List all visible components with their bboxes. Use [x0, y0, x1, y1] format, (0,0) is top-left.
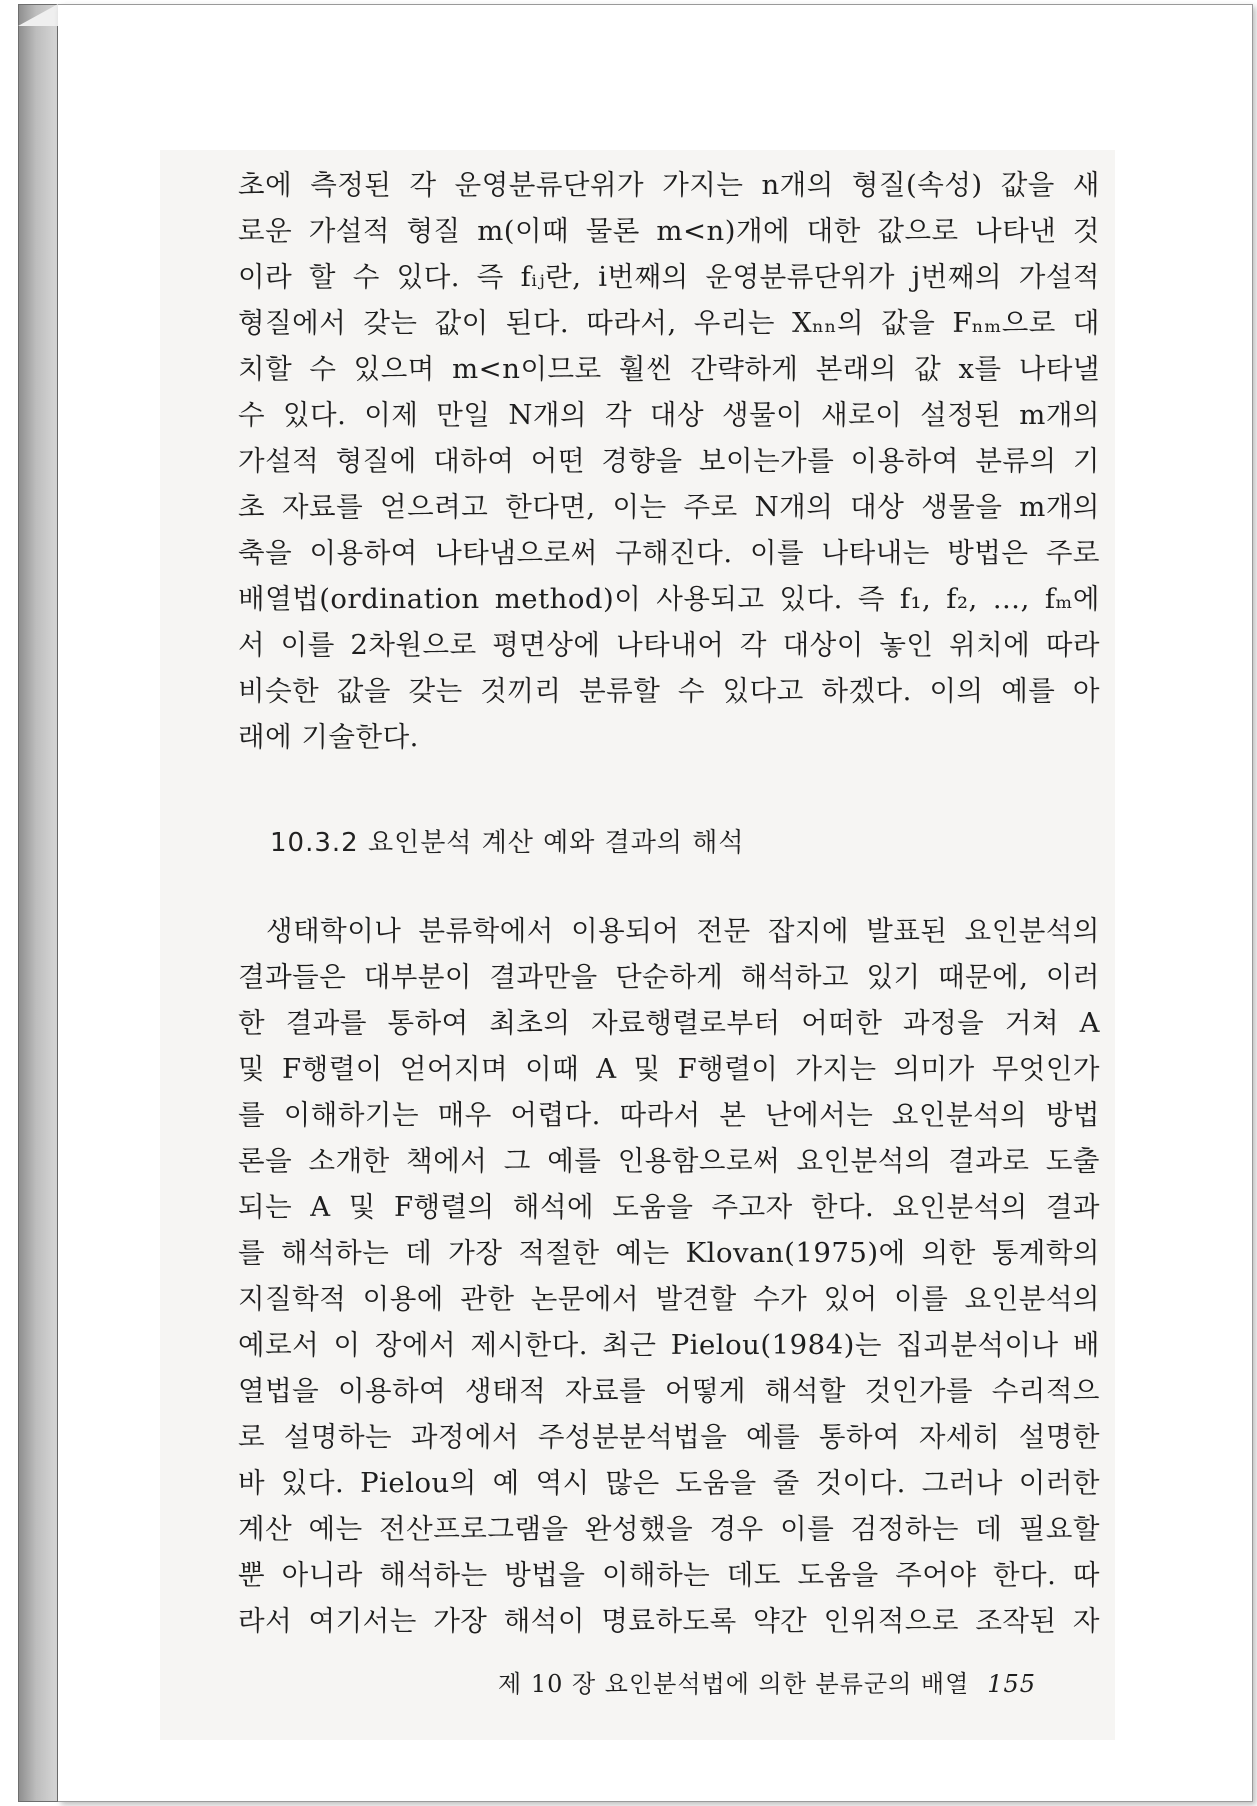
text-line: 라서 여기서는 가장 해석이 명료하도록 약간 인위적으로 조작된 자: [238, 1605, 1100, 1637]
section-heading: 10.3.2 요인분석 계산 예와 결과의 해석: [270, 828, 745, 858]
text-line: 를 해석하는 데 가장 적절한 예는 Klovan(1975)에 의한 통계학의: [238, 1237, 1100, 1269]
paragraph-2: [238, 908, 1100, 1644]
text-line: 되는 A 및 F행렬의 해석에 도움을 주고자 한다. 요인분석의 결과: [238, 1191, 1100, 1223]
text-line: 열법을 이용하여 생태적 자료를 어떻게 해석할 것인가를 수리적으: [238, 1375, 1100, 1407]
book-spine-edge: [18, 4, 58, 1802]
text-line: 바 있다. Pielou의 예 역시 많은 도움을 줄 것이다. 그러나 이러한: [238, 1467, 1100, 1499]
text-line: 를 이해하기는 매우 어렵다. 따라서 본 난에서는 요인분석의 방법: [238, 1099, 1100, 1131]
page-number: 155: [987, 1670, 1037, 1698]
text-line: 로운 가설적 형질 m(이때 물론 m<n)개에 대한 값으로 나타낸 것: [238, 215, 1100, 247]
paragraph-1: [238, 162, 1100, 760]
text-line: 가설적 형질에 대하여 어떤 경향을 보이는가를 이용하여 분류의 기: [238, 445, 1100, 477]
text-line: 로 설명하는 과정에서 주성분분석법을 예를 통하여 자세히 설명한: [238, 1421, 1100, 1453]
text-line: 래에 기술한다.: [238, 721, 419, 753]
text-line: 생태학이나 분류학에서 이용되어 전문 잡지에 발표된 요인분석의: [266, 915, 1100, 947]
chapter-title: 제 10 장 요인분석법에 의한 분류군의 배열: [498, 1670, 970, 1698]
text-line: 계산 예는 전산프로그램을 완성했을 경우 이를 검정하는 데 필요할: [238, 1513, 1100, 1545]
text-line: 형질에서 갖는 값이 된다. 따라서, 우리는 Xₙₙ의 값을 Fₙₘ으로 대: [238, 307, 1100, 339]
text-line: 결과들은 대부분이 결과만을 단순하게 해석하고 있기 때문에, 이러: [238, 961, 1100, 993]
text-line: 축을 이용하여 나타냄으로써 구해진다. 이를 나타내는 방법은 주로: [238, 537, 1100, 569]
text-line: 이라 할 수 있다. 즉 fᵢⱼ란, i번째의 운영분류단위가 j번째의 가설적: [238, 261, 1100, 293]
text-line: 수 있다. 이제 만일 N개의 각 대상 생물이 새로이 설정된 m개의: [238, 399, 1100, 431]
text-line: 예로서 이 장에서 제시한다. 최근 Pielou(1984)는 집괴분석이나 배: [238, 1329, 1100, 1361]
text-line: 치할 수 있으며 m<n이므로 훨씬 간략하게 본래의 값 x를 나타낼: [238, 353, 1100, 385]
text-line: 론을 소개한 책에서 그 예를 인용함으로써 요인분석의 결과로 도출: [238, 1145, 1100, 1177]
text-line: 서 이를 2차원으로 평면상에 나타내어 각 대상이 놓인 위치에 따라: [238, 629, 1100, 661]
text-line: 한 결과를 통하여 최초의 자료행렬로부터 어떠한 과정을 거쳐 A: [238, 1007, 1100, 1039]
text-line: 초에 측정된 각 운영분류단위가 가지는 n개의 형질(속성) 값을 새: [238, 169, 1100, 201]
text-line: 초 자료를 얻으려고 한다면, 이는 주로 N개의 대상 생물을 m개의: [238, 491, 1100, 523]
text-line: 및 F행렬이 얻어지며 이때 A 및 F행렬이 가지는 의미가 무엇인가: [238, 1053, 1100, 1085]
text-line: 뿐 아니라 해석하는 방법을 이해하는 데도 도움을 주어야 한다. 따: [238, 1559, 1100, 1591]
text-line: 비슷한 값을 갖는 것끼리 분류할 수 있다고 하겠다. 이의 예를 아: [238, 675, 1100, 707]
text-line: 배열법(ordination method)이 사용되고 있다. 즉 f₁, f₂, …, fₘ에: [238, 583, 1100, 615]
text-line: 지질학적 이용에 관한 논문에서 발견할 수가 있어 이를 요인분석의: [238, 1283, 1100, 1315]
page-footer: [498, 1664, 1078, 1699]
